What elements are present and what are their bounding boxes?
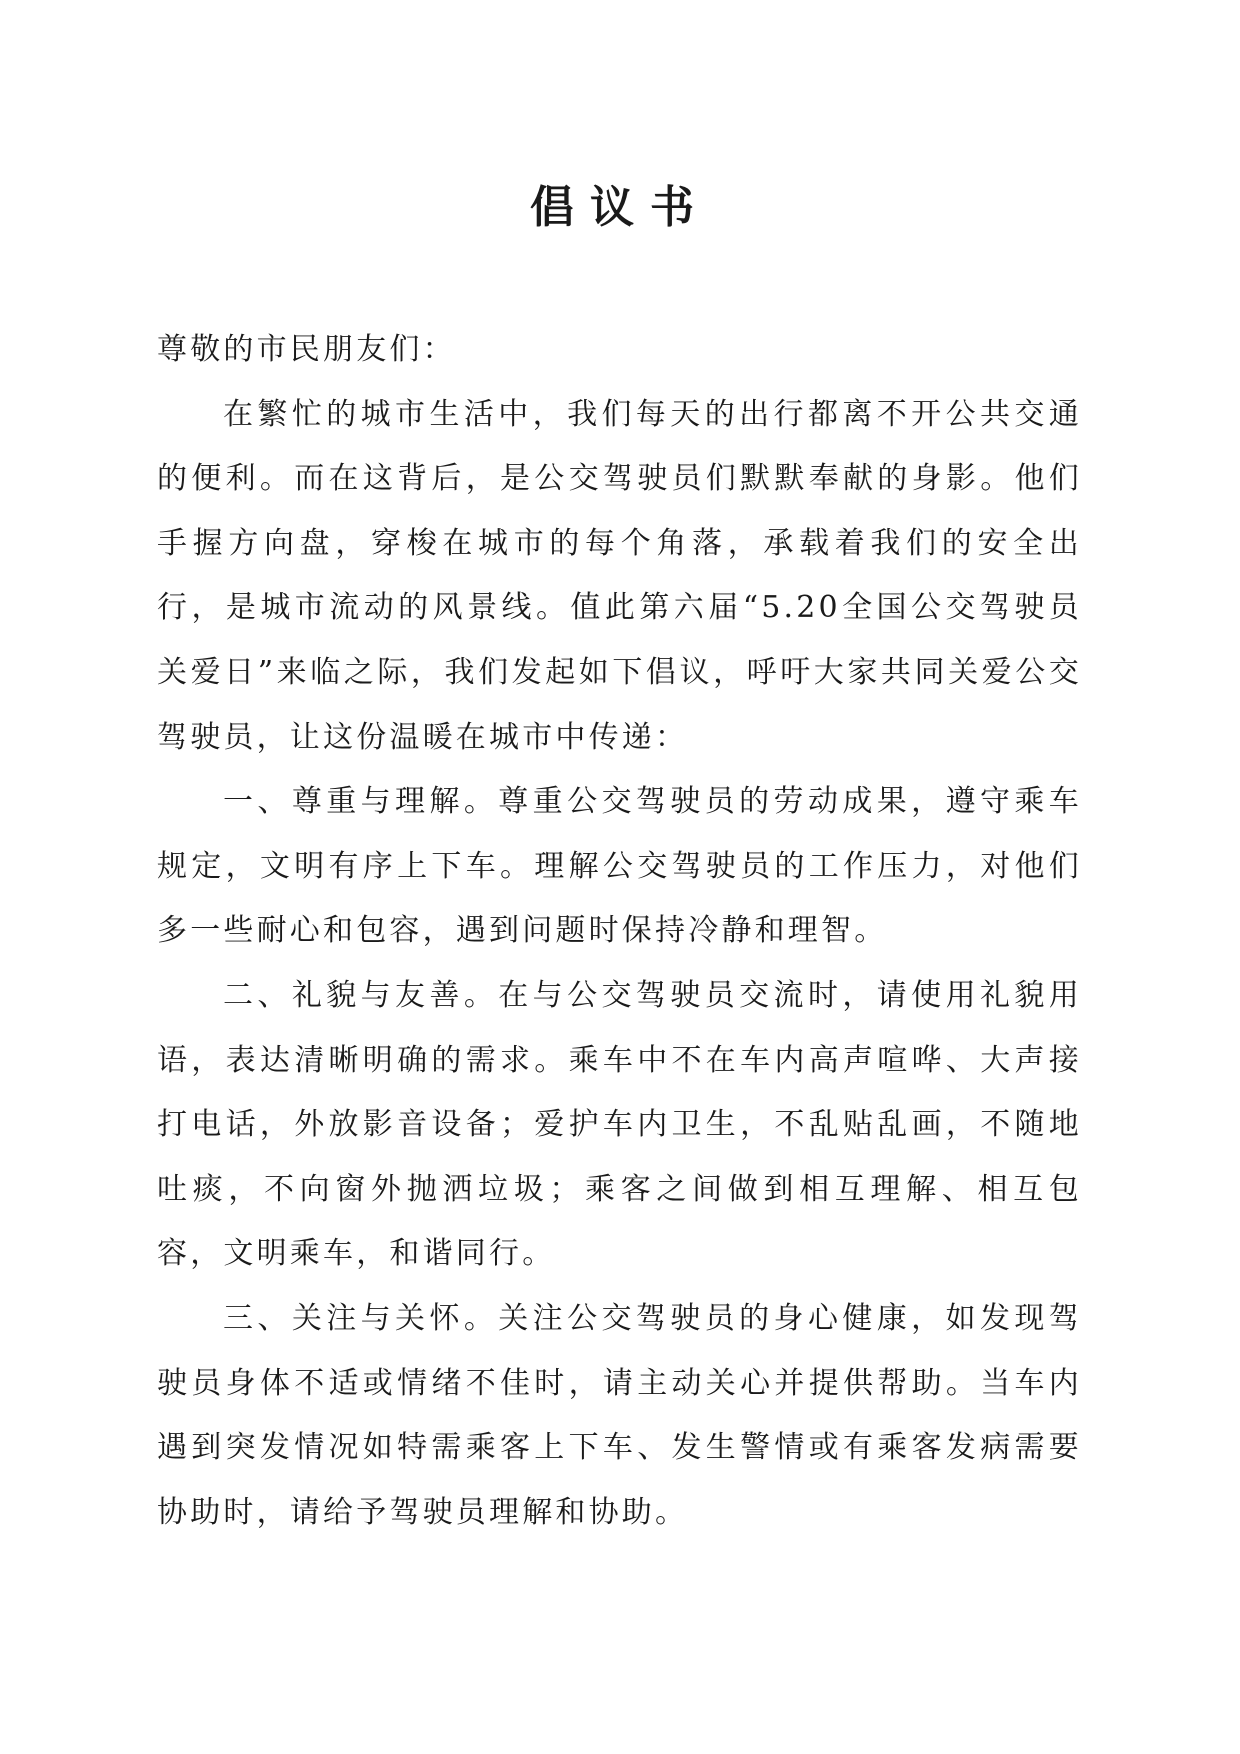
salutation: 尊敬的市民朋友们： — [157, 332, 456, 367]
paragraph-respect: 一、尊重与理解。尊重公交驾驶员的劳动成果，遵守乘车规定，文明有序上下车。理解公交驾驶员的工作压力，对他们多一些耐心和包容，遇到问题时保持冷静和理智。 — [157, 784, 1082, 949]
document-body — [157, 318, 1082, 1545]
paragraph-care: 三、关注与关怀。关注公交驾驶员的身心健康，如发现驾驶员身体不适或情绪不佳时，请主动关心并提供帮助。当车内遇到突发情况如特需乘客上下车、发生警情或有乘客发病需要协助时，请给予驾驶员理解和协助。 — [157, 1300, 1082, 1530]
paragraph-intro: 在繁忙的城市生活中，我们每天的出行都离不开公共交通的便利。而在这背后，是公交驾驶员们默默奉献的身影。他们手握方向盘，穿梭在城市的每个角落，承载着我们的安全出行，是城市流动的风景线。值此第六届“5.20全国公交驾驶员关爱日”来临之际，我们发起如下倡议，呼吁大家共同关爱公交驾驶员，让这份温暖在城市中传递： — [157, 396, 1082, 755]
paragraph-courtesy: 二、礼貌与友善。在与公交驾驶员交流时，请使用礼貌用语，表达清晰明确的需求。乘车中不在车内高声喧哗、大声接打电话，外放影音设备；爱护车内卫生，不乱贴乱画，不随地吐痰，不向窗外抛洒垃圾；乘客之间做到相互理解、相互包容，文明乘车，和谐同行。 — [157, 977, 1082, 1272]
document-title: 倡议书 — [530, 182, 710, 233]
